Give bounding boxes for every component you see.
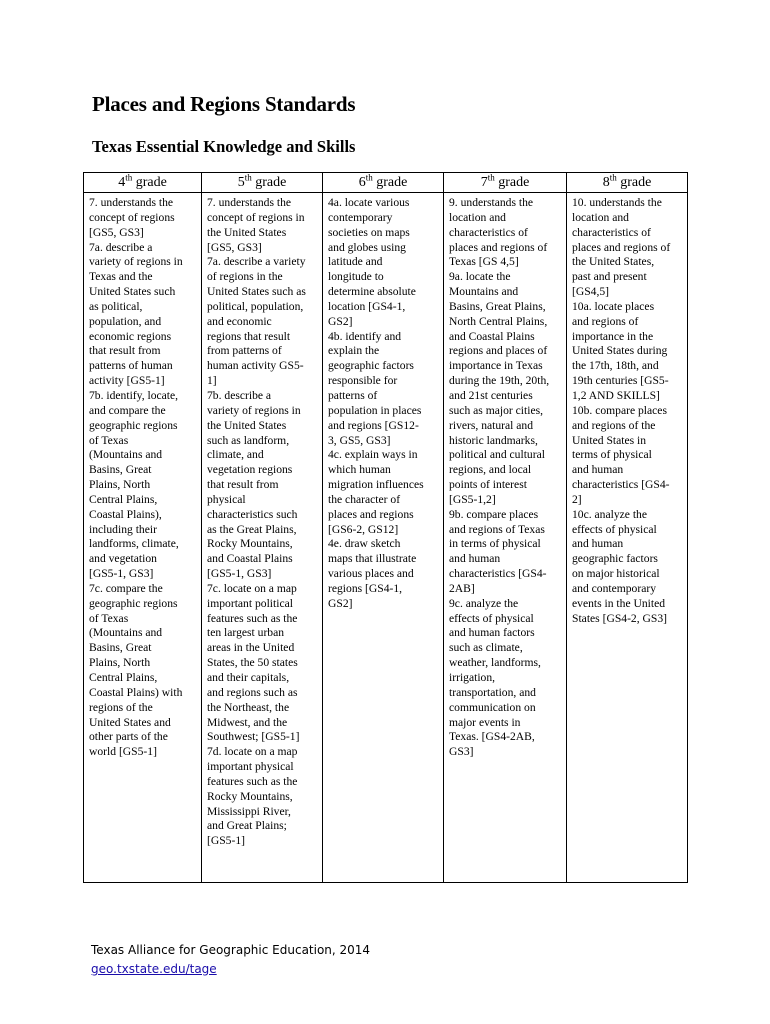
grade-4-header [84,173,202,193]
grade-7-standards: 9. understands the location and characteristics of places and regions of Texas [GS 4,5] 9a. locate the Mountains and Basins, Great Plains, North Central Plains, and Coastal Plains regions and places of importance in Texas during the 19th, 20th, and 21st centuries such as major cities, rivers, natural and historic landmarks, political and cultural regions, and local points of interest [GS5-1,2] 9b. compare places and regions of Texas in terms of physical and human characteristics [GS4- 2AB] 9c. analyze the effects of physical and human factors such as climate, weather, landforms, irrigation, transportation, and communication on major events in Texas. [GS4-2AB, GS3] [444,193,567,883]
grade-suffix: th [365,172,373,183]
footer-credit: Texas Alliance for Geographic Education, 2014 [91,943,371,957]
grade-suffix: th [125,172,133,183]
grade-label: grade [376,175,408,190]
grade-5-standards: 7. understands the concept of regions in the United States [GS5, GS3] 7a. describe a variety of regions in the United States such as political, population, and economic regions that result from patterns of human activity GS5- 1] 7b. describe a variety of regions in the United States such as landform, climate, and vegetation regions that result from physical characteristics such as the Great Plains, Rocky Mountains, and Coastal Plains [GS5-1, GS3] 7c. locate on a map important political features such as the ten largest urban areas in the United States, the 50 states and their capitals, and regions such as the Northeast, the Midwest, and the Southwest; [GS5-1] 7d. locate on a map important physical features such as the Rocky Mountains, Mississippi River, and Great Plains; [GS5-1] [202,193,323,883]
grade-suffix: th [244,172,252,183]
grade-suffix: th [487,172,495,183]
footer-link[interactable]: geo.txstate.edu/tage [91,962,217,976]
grade-6-header [323,173,444,193]
grade-suffix: th [609,172,617,183]
grade-6-standards: 4a. locate various contemporary societies on maps and globes using latitude and longitude to determine absolute location [GS4-1, GS2] 4b. identify and explain the geographic factors responsible for patterns of population in places and regions [GS12- 3, GS5, GS3] 4c. explain ways in which human migration influences the character of places and regions [GS6-2, GS12] 4e. draw sketch maps that illustrate various places and regions [GS4-1, GS2] [323,193,444,883]
grade-8-header [567,173,688,193]
grade-label: grade [498,175,530,190]
grade-5-header [202,173,323,193]
grade-number: 6 [358,175,366,190]
grade-4-standards: 7. understands the concept of regions [GS5, GS3] 7a. describe a variety of regions in Texas and the United States such as political, population, and economic regions that result from patterns of human activity [GS5-1] 7b. identify, locate, and compare the geographic regions of Texas (Mountains and Basins, Great Plains, North Central Plains, Coastal Plains), including their landforms, climate, and vegetation [GS5-1, GS3] 7c. compare the geographic regions of Texas (Mountains and Basins, Great Plains, North Central Plains, Coastal Plains) with regions of the United States and other parts of the world [GS5-1] [84,193,202,883]
grade-label: grade [255,175,287,190]
grade-7-header [444,173,567,193]
page-subtitle: Texas Essential Knowledge and Skills [92,137,356,156]
grade-number: 8 [602,175,610,190]
grade-8-standards: 10. understands the location and characteristics of places and regions of the United States, past and present [GS4,5] 10a. locate places and regions of importance in the United States during the 17th, 18th, and 19th centuries [GS5- 1,2 AND SKILLS] 10b. compare places and regions of the United States in terms of physical and human characteristics [GS4- 2] 10c. analyze the effects of physical and human geographic factors on major historical and contemporary events in the United States [GS4-2, GS3] [567,193,688,883]
grade-number: 4 [118,175,126,190]
table-row [84,193,688,883]
grade-number: 7 [480,175,488,190]
grade-number: 5 [237,175,245,190]
page-title: Places and Regions Standards [92,92,356,116]
table-header-row [84,173,688,193]
grade-label: grade [620,175,652,190]
standards-table [83,172,688,883]
grade-label: grade [135,175,167,190]
